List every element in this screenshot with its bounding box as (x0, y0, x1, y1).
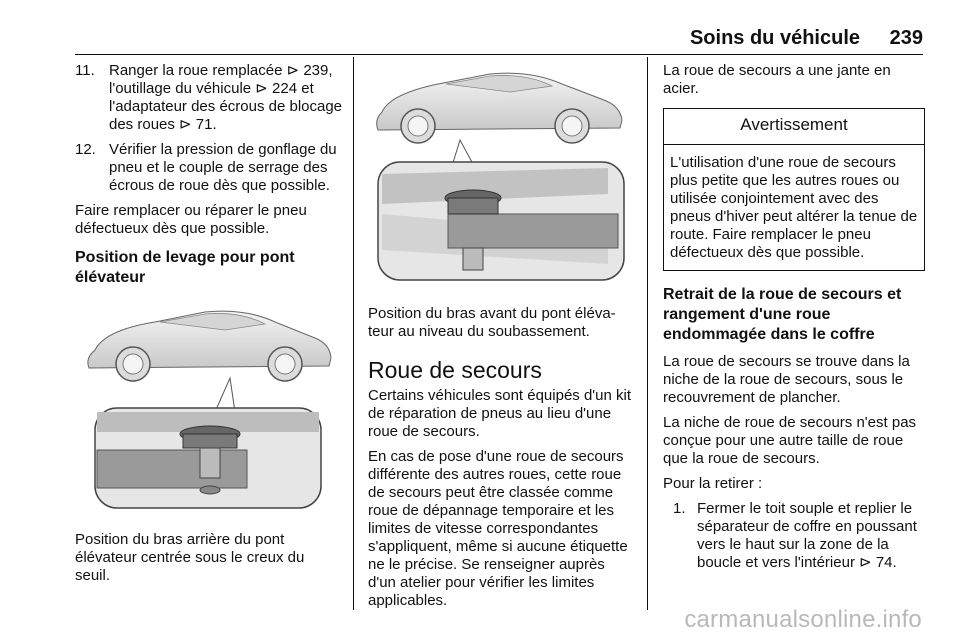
header-rule (75, 54, 923, 55)
warning-box (663, 108, 925, 271)
paragraph-repair-kit: Certains véhicules sont équipés d'un kit de réparation de pneus au lieu d'une roue de secours. (368, 387, 632, 440)
column-2 (368, 62, 636, 617)
step-text: Ranger la roue remplacée ⊳ 239, l'outillage du véhicule ⊳ 224 et l'adaptateur des écrous de blocage des roues ⊳ 71. (109, 62, 343, 133)
caption-rear-lift-arm: Position du bras arrière du pont élévateur centrée sous le creux du seuil. (75, 531, 305, 584)
figure-front-lift-arm (368, 64, 636, 291)
paragraph-to-remove: Pour la retirer : (663, 475, 763, 492)
warning-body: L'utilisation d'une roue de secours plus petite que les autres roues ou utilisée conjointement avec des pneus d'hiver peut altérer la tenue de route. Faire remplacer le pneu défectueux dès que possible. (670, 154, 918, 261)
step-number: 11. (75, 62, 95, 79)
step-number: 1. (673, 500, 686, 517)
car-front-lift-illustration (368, 64, 634, 286)
step-1 (673, 500, 925, 572)
step-text: Fermer le toit souple et replier le séparateur de coffre en poussant vers le haut sur la zone de la boucle et vers l'intérieur ⊳ 74. (697, 500, 917, 571)
step-text: Vérifier la pression de gonflage du pneu et le couple de serrage des écrous de roue dès que possible. (109, 141, 337, 194)
figure-rear-lift-arm (75, 300, 343, 517)
paragraph-replace-tyre: Faire remplacer ou réparer le pneu défectueux dès que possible. (75, 202, 307, 237)
column-1 (75, 62, 343, 592)
heading-remove-spare: Retrait de la roue de secours et rangement d'une roue endommagée dans le coffre (663, 286, 902, 343)
heading-lift-position: Position de levage pour pont élévateur (75, 249, 295, 286)
warning-title: Avertissement (664, 109, 924, 145)
column-3 (663, 62, 925, 579)
paragraph-niche-size: La niche de roue de secours n'est pas conçue pour une autre taille de roue que la roue de secours. (663, 414, 917, 467)
step-11 (75, 62, 343, 134)
paragraph-steel-rim: La roue de secours a une jante en acier. (663, 62, 891, 97)
heading-spare-wheel: Roue de secours (368, 357, 542, 383)
watermark: carmanualsonline.info (684, 606, 922, 633)
car-rear-lift-illustration (75, 300, 341, 512)
step-12 (75, 141, 343, 195)
paragraph-temporary-spare: En cas de pose d'une roue de secours différente des autres roues, cette roue de secours peut être classée comme roue de dépannage temporaire et les limites de vitesse correspondantes s'appliquent, même si aucune étiquette ne le précise. Se renseigner auprès d'un atelier pour vérifier les limites applicables. (368, 448, 628, 609)
page-section-title: Soins du véhicule (689, 27, 860, 49)
page-number: 239 (889, 27, 923, 49)
column-divider-2 (647, 57, 648, 610)
step-number: 12. (75, 141, 96, 158)
column-divider-1 (353, 57, 354, 610)
paragraph-spare-location: La roue de secours se trouve dans la niche de la roue de secours, sous le recouvrement de plancher. (663, 353, 910, 406)
caption-front-lift-arm: Position du bras avant du pont élévateur au niveau du soubassement. (368, 305, 616, 340)
